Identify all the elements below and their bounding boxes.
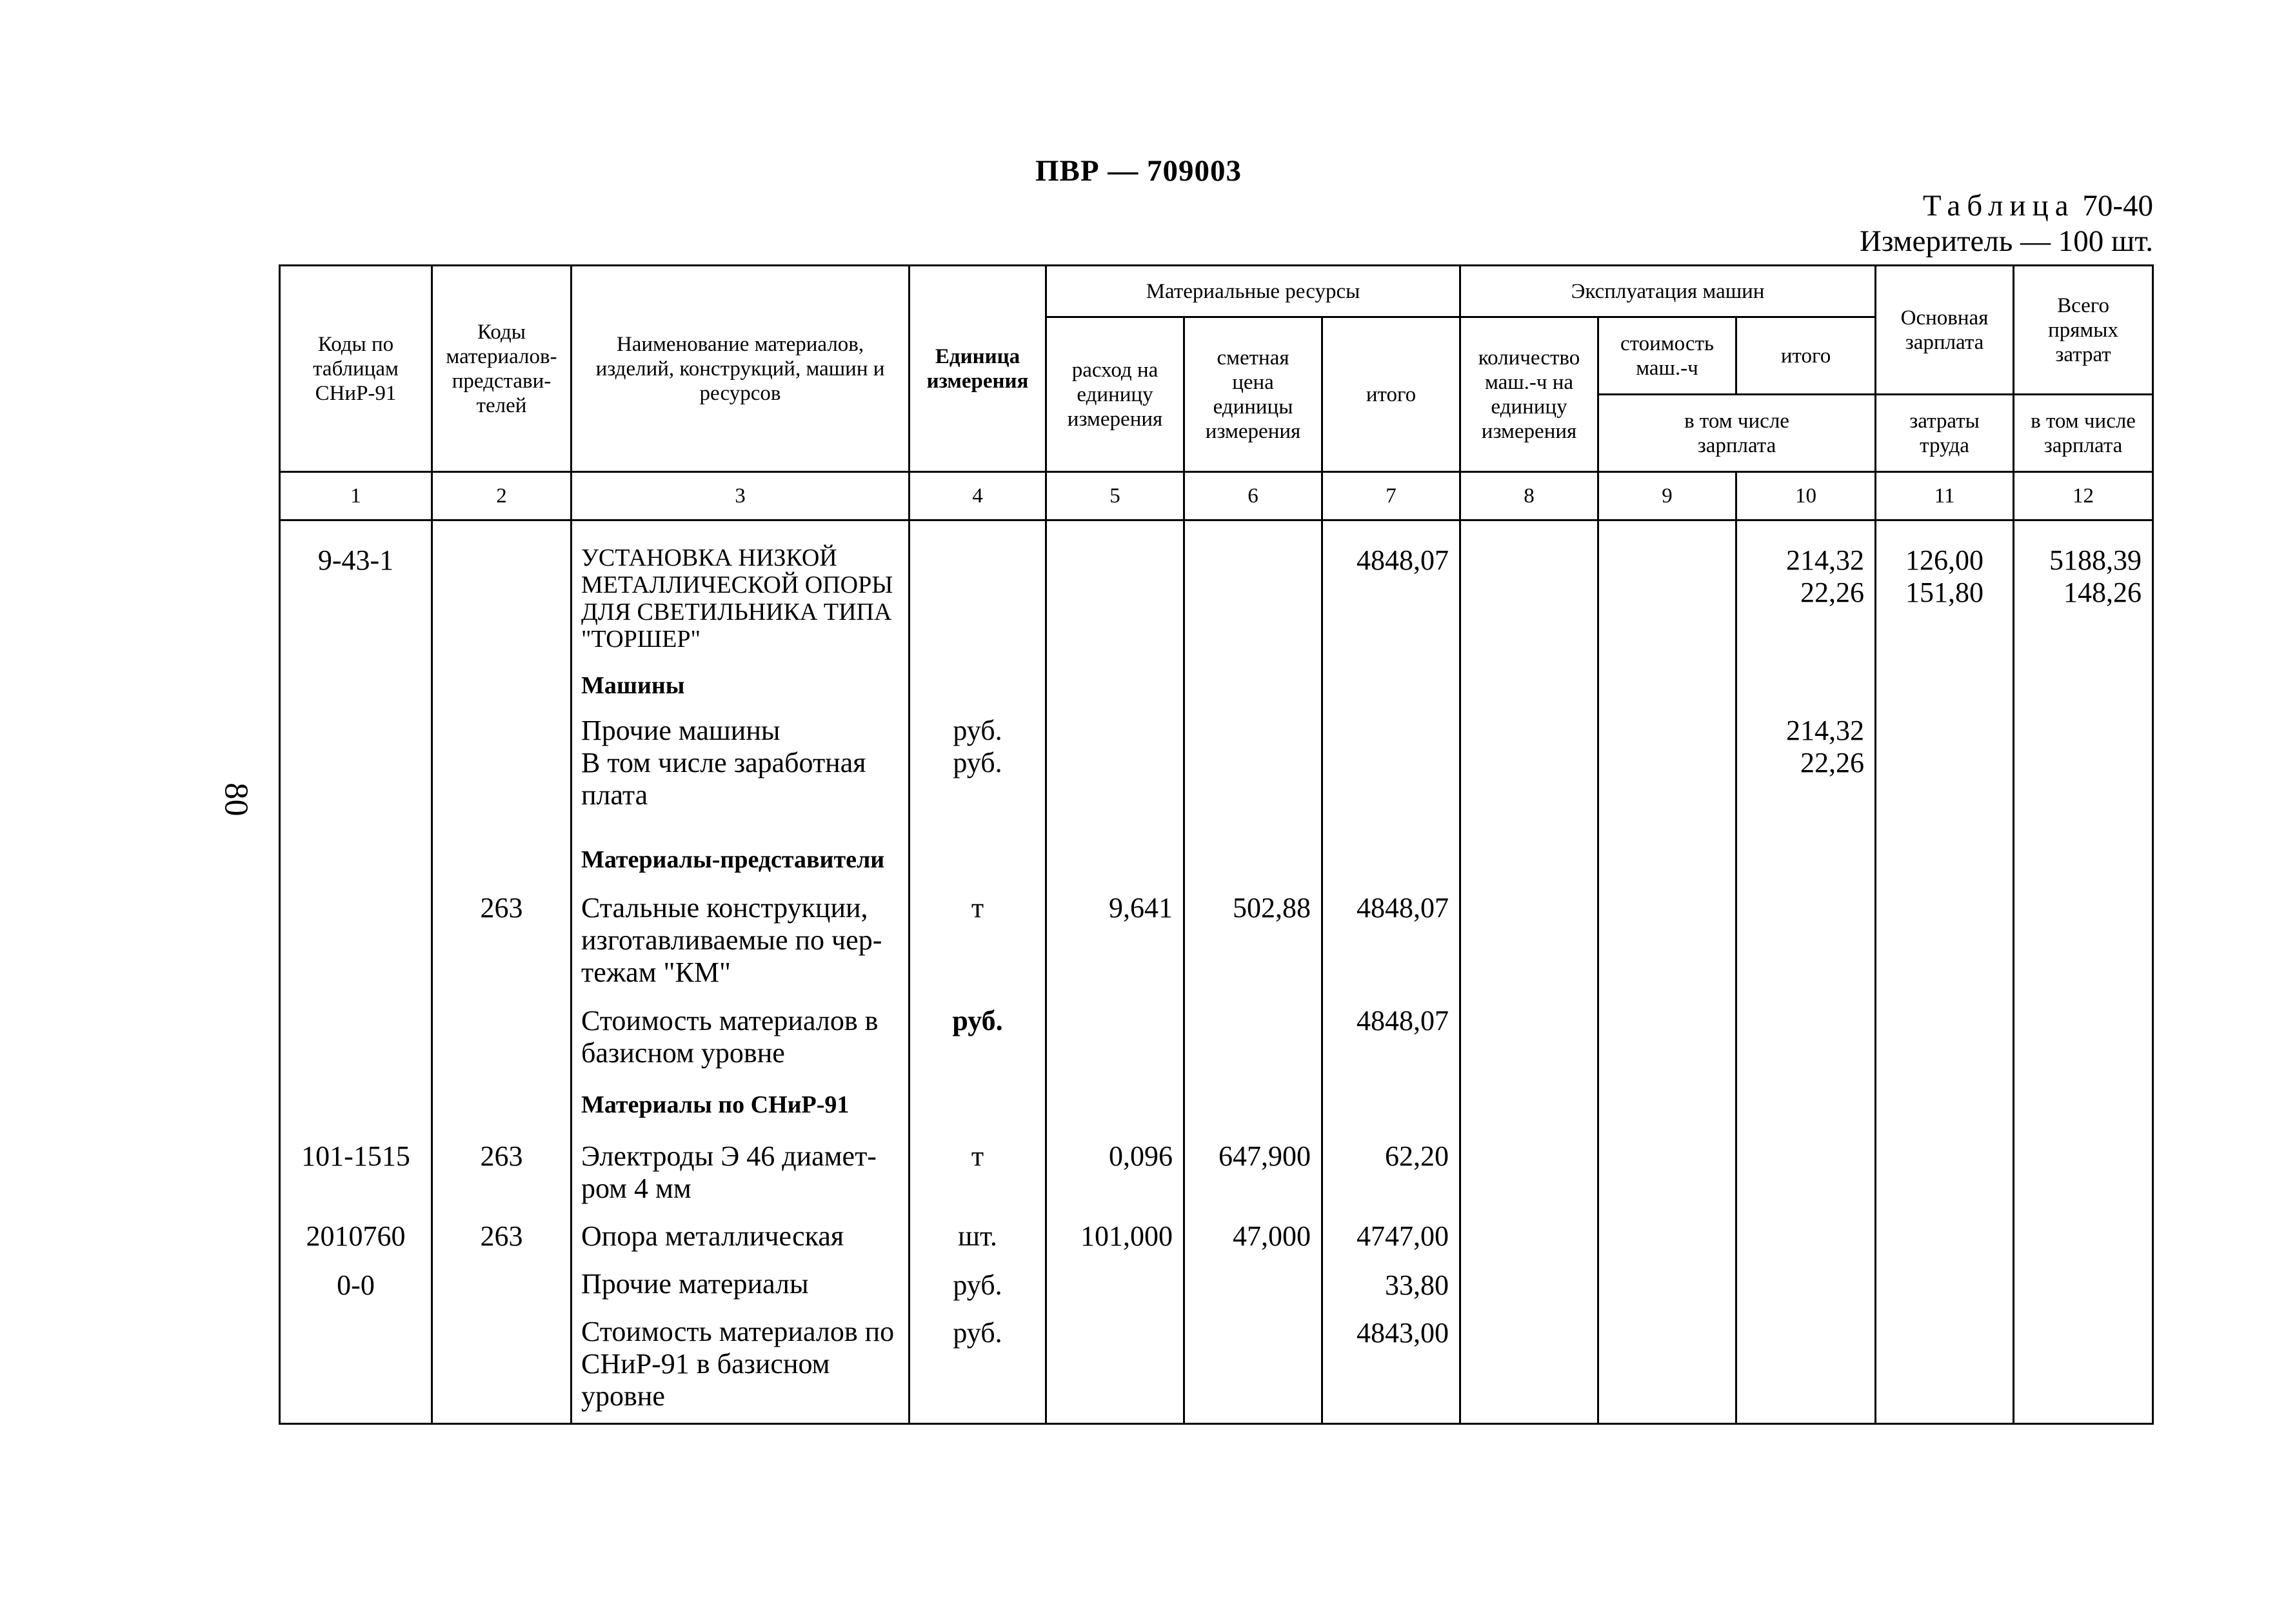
qty-electrodes: 0,096 [1109, 1140, 1173, 1172]
section-representatives: Материалы-представители [581, 846, 885, 873]
cell-machine-hours [1460, 520, 1598, 1424]
qty-steel: 9,641 [1109, 892, 1173, 924]
column-number: 5 [1046, 472, 1184, 520]
cell-wage [1876, 520, 2014, 1424]
section-machines: Машины [581, 672, 685, 699]
column-number: 6 [1184, 472, 1322, 520]
total-support: 4747,00 [1357, 1220, 1449, 1252]
machines-wage-main: 22,26 [1800, 577, 1865, 608]
column-number: 9 [1598, 472, 1736, 520]
estimate-table [279, 264, 2154, 1425]
column-number: 2 [432, 472, 572, 520]
cell-direct-total [2014, 520, 2153, 1424]
name-steel: Стальные конструкции, изготавливаемые по чер-тежам "КМ" [581, 892, 882, 988]
wage-main: 126,00 [1905, 544, 1984, 576]
price-support: 47,000 [1233, 1220, 1311, 1252]
cell-consumption [1046, 520, 1184, 1424]
total-snip-cost: 4843,00 [1357, 1317, 1449, 1349]
name-electrodes: Электроды Э 46 диамет-ром 4 мм [581, 1140, 877, 1204]
col-header-name: Наименование материалов, изделий, конструкций, машин и ресурсов [572, 266, 910, 472]
total-base-cost: 4848,07 [1357, 1005, 1449, 1036]
unit-snip-cost: руб. [953, 1317, 1002, 1349]
cell-units [910, 520, 1046, 1424]
unit-support: шт. [958, 1220, 997, 1252]
cell-snip-codes [280, 520, 432, 1424]
page-number: 80 [217, 782, 255, 817]
name-other-materials: Прочие материалы [581, 1268, 809, 1300]
column-number: 1 [280, 472, 432, 520]
unit-base-cost: руб. [952, 1005, 1003, 1036]
table-number: 70-40 [2082, 189, 2153, 223]
unit-machines-wage: руб. [953, 747, 1002, 778]
col-header-direct-total: Всего прямых затрат [2014, 266, 2153, 395]
price-electrodes: 647,900 [1218, 1140, 1311, 1172]
name-main: УСТАНОВКА НИЗКОЙ МЕТАЛЛИЧЕСКОЙ ОПОРЫ ДЛЯ СВЕТИЛЬНИКА ТИПА "ТОРШЕР" [581, 544, 893, 653]
cell-materials-total [1322, 520, 1460, 1424]
column-number: 10 [1736, 472, 1876, 520]
total-electrodes: 62,20 [1385, 1140, 1449, 1172]
direct-total-main: 5188,39 [2049, 544, 2142, 576]
unit-steel: т [971, 892, 984, 924]
unit-other-materials: руб. [953, 1269, 1002, 1301]
unit-electrodes: т [971, 1140, 984, 1172]
total-other-materials: 33,80 [1385, 1269, 1449, 1301]
machines-total-other: 214,32 [1786, 715, 1865, 746]
column-number: 4 [910, 472, 1046, 520]
col-header-machines-wage: в том числе зарплата [1598, 395, 1876, 472]
name-support: Опора металлическая [581, 1220, 844, 1252]
col-header-snip-codes: Коды по таблицам СНиР-91 [280, 266, 432, 472]
total-steel: 4848,07 [1357, 892, 1449, 924]
qty-support: 101,000 [1080, 1220, 1173, 1252]
machines-wage-other: 22,26 [1800, 747, 1865, 778]
unit-other-machines: руб. [953, 715, 1002, 746]
col-header-consumption: расход на единицу измерения [1046, 317, 1184, 472]
table-label: Таблица [1922, 189, 2075, 223]
code-electrodes: 101-1515 [301, 1140, 410, 1172]
machines-total-main: 214,32 [1786, 544, 1865, 576]
cell-names [572, 520, 910, 1424]
direct-wage-main: 148,26 [2063, 577, 2142, 608]
column-number: 12 [2014, 472, 2153, 520]
cell-rep-codes [432, 520, 572, 1424]
col-header-wage: Основная зарплата [1876, 266, 2014, 395]
col-group-machines: Эксплуатация машин [1460, 266, 1876, 317]
rep-code-support: 263 [480, 1220, 523, 1252]
col-header-machines-total: итого [1736, 317, 1876, 395]
col-header-machine-hour-cost: стоимость маш.-ч [1598, 317, 1736, 395]
table-caption [1860, 188, 2153, 259]
name-snip-cost: Стоимость материалов по СНиР-91 в базисном уровне [581, 1316, 895, 1412]
labor-main: 151,80 [1905, 577, 1984, 608]
column-number: 3 [572, 472, 910, 520]
col-header-labor: затраты труда [1876, 395, 2014, 472]
column-number: 8 [1460, 472, 1598, 520]
code-support: 2010760 [306, 1220, 406, 1252]
name-base-cost: Стоимость материалов в базисном уровне [581, 1005, 879, 1069]
cell-machines-total [1736, 520, 1876, 1424]
col-header-machine-hours: количество маш.-ч на единицу измерения [1460, 317, 1598, 472]
col-header-unit: Единица измерения [910, 266, 1046, 472]
col-header-price: сметная цена единицы измерения [1184, 317, 1322, 472]
total-main: 4848,07 [1357, 544, 1449, 576]
column-number: 7 [1322, 472, 1460, 520]
cell-machine-hour-cost [1598, 520, 1736, 1424]
section-snip: Материалы по СНиР-91 [581, 1091, 850, 1118]
col-header-materials-total: итого [1322, 317, 1460, 472]
col-header-rep-codes: Коды материалов-представи-телей [432, 266, 572, 472]
code-main: 9-43-1 [317, 544, 394, 576]
name-machines-wage: В том числе заработная плата [581, 747, 866, 811]
measure-unit: Измеритель — 100 шт. [1859, 224, 2153, 258]
column-number: 11 [1876, 472, 2014, 520]
col-group-materials: Материальные ресурсы [1046, 266, 1460, 317]
code-other-materials: 0-0 [337, 1269, 375, 1301]
name-other-machines: Прочие машины [581, 715, 781, 746]
rep-code-electrodes: 263 [480, 1140, 523, 1172]
cell-price [1184, 520, 1322, 1424]
rep-code-steel: 263 [480, 892, 523, 924]
document-title: ПВР — 709003 [1035, 154, 1242, 188]
col-header-direct-wage: в том числе зарплата [2014, 395, 2153, 472]
price-steel: 502,88 [1233, 892, 1311, 924]
